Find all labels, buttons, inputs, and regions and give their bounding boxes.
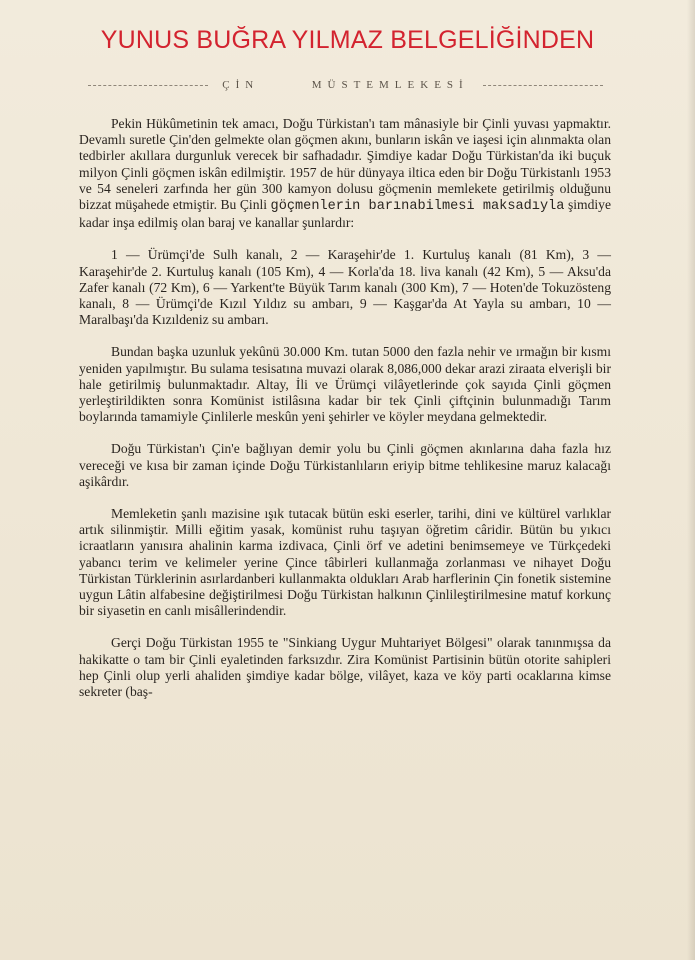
- paragraph-1-text: Pekin Hükûmetinin tek amacı, Doğu Türkistan'ı tam mânasiyle bir Çinli yuvası yapmaktır. Devamlı suretle Çin'den gelmekte olan göçmen akını, bunların iskân ve iaşesi için alınmakta olan tedbirler akıllara durgunluk verecek bir safhadadır. Şimdiye kadar Doğu Türkistan'da iki buçuk milyon Çinli göçmen iskân edilmiştir. 1957 de hür dünyaya iltica eden bir Doğu Türkistanlı 1953 ve 54 seneleri zarfında her gün 300 kamyon dolusu göçmenin memlekete getirilmiş olduğunu bizzat müşahede etmiştir. Bu Çinli: [79, 116, 611, 213]
- header-word-left: ÇİN: [222, 79, 260, 91]
- running-header: [88, 79, 603, 91]
- paragraph-6: Gerçi Doğu Türkistan 1955 te "Sinkiang Uygur Muhtariyet Bölgesi" olarak tanınmışsa da hakikatte o tam bir Çinli eyaletinden farksızdır. Zira Komünist Partisinin bütün otorite sahipleri hep Çinli olup yerli ahaliden şimdiye kadar bölge, vilâyet, kaza ve köy parti ocaklarına kimse sekreter (baş-: [79, 635, 611, 700]
- paragraph-5: Memleketin şanlı mazisine ışık tutacak bütün eski eserler, tarihi, dini ve kültürel varlıklar artık silinmiştir. Milli eğitim yasak, komünist ruhu taşıyan öğretim câridir. Bütün bu yıkıcı icraatların yanısıra ahalinin karma izdivaca, Çinli örf ve adetini benimsemeye ve Türkçedeki yabancı terim ve kelimeler yerine Çince tâbirleri kullanmağa zorlanması ve nihayet Doğu Türkistan Türklerinin asırlardanberi kullanmakta oldukları Arab harflerinin Çin fonetik sistemine uygun Lâtin alfabesine değiştirilmesi Doğu Türkistan halkının Çinlileştirilmesine matuf korkunç bir siyasetin en canlı misâllerindendir.: [79, 506, 611, 619]
- header-rule-right: [483, 85, 603, 86]
- header-title: [208, 79, 482, 91]
- header-word-right: MÜSTEMLEKESİ: [311, 79, 469, 91]
- paragraph-1: [79, 116, 611, 231]
- page-edge-shadow: [687, 0, 695, 960]
- paragraph-4: Doğu Türkistan'ı Çin'e bağlıyan demir yolu bu Çinli göçmen akınlarına daha fazla hız vereceği ve kısa bir zaman içinde Doğu Türkistanlıların eriyip bitme tehlikesine maruz kalacağı aşikârdır.: [79, 441, 611, 489]
- paragraph-1-tail: şimdiye kadar inşa edilmiş olan baraj ve kanallar şunlardır:: [79, 197, 611, 231]
- paragraph-3: Bundan başka uzunluk yekûnü 30.000 Km. tutan 5000 den fazla nehir ve ırmağın bir kısmı yeniden yapılmıştır. Bu sulama tesisatına muvazi olarak 8,086,000 dekar arazi ziraata elverişli bir hale getirilmiş bulunmaktadır. Altay, İli ve Ürümçi vilâyetlerinde çok sayıda Çinli göçmen yerleştirildikten sonra Komünist istilâsına kadar bir tek Çinli çiftçinin bulunmadığı Tarım boylarında tamamiyle Çinlilerle meskûn yeni şehirler ve köyler meydana gelmektedir.: [79, 344, 611, 425]
- article-body: [79, 116, 611, 716]
- typed-insert: göçmenlerin barınabilmesi maksadıyla: [270, 199, 565, 215]
- watermark-title: YUNUS BUĞRA YILMAZ BELGELİĞİNDEN: [100, 26, 595, 54]
- header-rule-left: [88, 85, 208, 86]
- paragraph-2: 1 — Ürümçi'de Sulh kanalı, 2 — Karaşehir'de 1. Kurtuluş kanalı (81 Km), 3 — Karaşehir'de 2. Kurtuluş kanalı (105 Km), 4 — Korla'da 18. liva kanalı (42 Km), 5 — Aksu'da Zafer kanalı (72 Km), 6 — Yarkent'te Büyük Tarım kanalı (300 Km), 7 — Hoten'de Tokuzösteng kanalı, 8 — Ürümçi'de Kızıl Yıldız su ambarı, 9 — Kaşgar'da At Yayla su ambarı, 10 — Maralbaşı'da Kızıldeniz su ambarı.: [79, 247, 611, 328]
